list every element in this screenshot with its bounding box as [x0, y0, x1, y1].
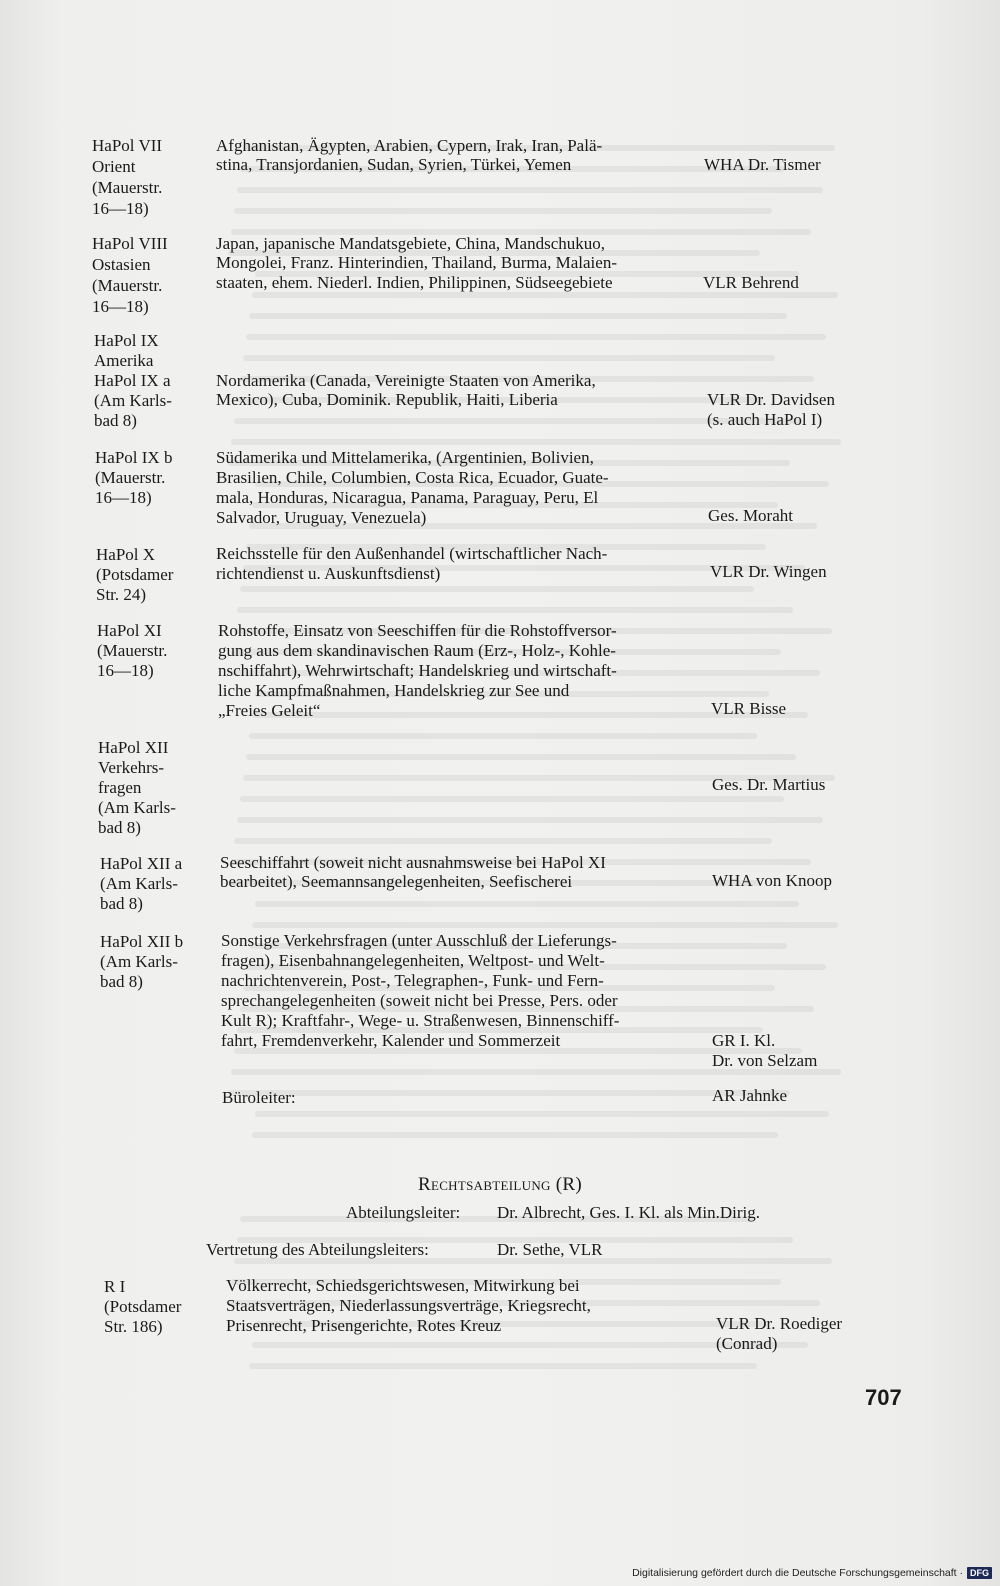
section-code: (Am Karls-: [100, 874, 178, 893]
section-code: HaPol XII a: [100, 854, 183, 873]
section-desc: fahrt, Fremdenverkehr, Kalender und Sommerzeit: [221, 1031, 561, 1050]
section-code: bad 8): [98, 818, 141, 837]
section-code: HaPol IX: [94, 331, 159, 350]
section-desc: „Freies Geleit“: [218, 701, 321, 720]
vertretung-value: Dr. Sethe, VLR: [497, 1240, 603, 1259]
section-desc: Mexico), Cuba, Dominik. Republik, Haiti, Liberia: [216, 390, 558, 409]
section-official: Dr. von Selzam: [712, 1051, 818, 1070]
section-desc: nschiffahrt), Wehrwirtschaft; Handelskrieg und wirtschaft-: [218, 661, 617, 680]
section-code: (Am Karls-: [98, 798, 176, 817]
section-desc: Japan, japanische Mandatsgebiete, China, Mandschukuo,: [216, 234, 606, 253]
dfg-logo: DFG: [967, 1567, 992, 1579]
leiter-value: Dr. Albrecht, Ges. I. Kl. als Min.Dirig.: [497, 1203, 760, 1222]
section-code: HaPol IX a: [94, 371, 171, 390]
section-code: bad 8): [100, 972, 143, 991]
section-desc: staaten, ehem. Niederl. Indien, Philippinen, Südseegebiete: [216, 273, 613, 292]
section-code: fragen: [98, 778, 142, 797]
section-code: HaPol XI: [97, 621, 162, 640]
footer: [632, 1567, 992, 1579]
section-official: VLR Dr. Wingen: [710, 562, 827, 581]
section-code: bad 8): [100, 894, 143, 913]
section-code: R I: [104, 1277, 126, 1296]
section-code: (Am Karls-: [100, 952, 178, 971]
section-desc: Afghanistan, Ägypten, Arabien, Cypern, Irak, Iran, Palä-: [216, 136, 603, 155]
section-code: Orient: [92, 157, 136, 176]
section-official: (Conrad): [716, 1334, 778, 1353]
section-desc: Völkerrecht, Schiedsgerichtswesen, Mitwirkung bei: [226, 1276, 580, 1295]
section-desc: Salvador, Uruguay, Venezuela): [216, 508, 427, 527]
section-code: (Potsdamer: [104, 1297, 182, 1316]
buero-name: AR Jahnke: [712, 1086, 788, 1105]
section-code: HaPol VII: [92, 136, 163, 155]
section-code: 16—18): [92, 199, 149, 218]
section-desc: mala, Honduras, Nicaragua, Panama, Paraguay, Peru, El: [216, 488, 599, 507]
section-desc: Rohstoffe, Einsatz von Seeschiffen für die Rohstoffversor-: [218, 621, 617, 640]
section-code: HaPol VIII: [92, 234, 168, 253]
section-code: (Mauerstr.: [97, 641, 168, 660]
page-number: 707: [865, 1385, 902, 1410]
section-official: Ges. Dr. Martius: [712, 775, 826, 794]
section-code: (Mauerstr.: [92, 276, 163, 295]
section-desc: Nordamerika (Canada, Vereinigte Staaten von Amerika,: [216, 371, 596, 390]
section-official: VLR Dr. Davidsen: [707, 390, 835, 409]
section-desc: richtendienst u. Auskunftsdienst): [216, 564, 441, 583]
section-official: (s. auch HaPol I): [707, 410, 823, 429]
section-official: Ges. Moraht: [708, 506, 793, 525]
section-official: VLR Dr. Roediger: [716, 1314, 843, 1333]
section-desc: Südamerika und Mittelamerika, (Argentinien, Bolivien,: [216, 448, 594, 467]
section-desc: Staatsverträgen, Niederlassungsverträge, Kriegsrecht,: [226, 1296, 591, 1315]
section-code: bad 8): [94, 411, 137, 430]
section-desc: fragen), Eisenbahnangelegenheiten, Weltpost- und Welt-: [221, 951, 605, 970]
section-official: GR I. Kl.: [712, 1031, 776, 1050]
section-heading: Rechtsabteilung (R): [418, 1174, 582, 1195]
section-code: (Am Karls-: [94, 391, 172, 410]
section-code: HaPol IX b: [95, 448, 173, 467]
section-desc: Brasilien, Chile, Columbien, Costa Rica, Ecuador, Guate-: [216, 468, 609, 487]
section-code: Str. 24): [96, 585, 147, 604]
section-desc: liche Kampfmaßnahmen, Handelskrieg zur See und: [218, 681, 570, 700]
section-code: Verkehrs-: [98, 758, 165, 777]
section-code: (Potsdamer: [96, 565, 174, 584]
section-code: Ostasien: [92, 255, 151, 274]
section-official: VLR Behrend: [703, 273, 799, 292]
section-desc: Kult R); Kraftfahr-, Wege- u. Straßenwesen, Binnenschiff-: [221, 1011, 620, 1030]
section-code: 16—18): [95, 488, 152, 507]
section-desc: stina, Transjordanien, Sudan, Syrien, Türkei, Yemen: [216, 155, 572, 174]
buero-label: Büroleiter:: [222, 1088, 296, 1107]
section-desc: nachrichtenverein, Post-, Telegraphen-, Funk- und Fern-: [221, 971, 604, 990]
section-official: WHA Dr. Tismer: [704, 155, 821, 174]
section-desc: Reichsstelle für den Außenhandel (wirtschaftlicher Nach-: [216, 544, 608, 563]
section-code: (Mauerstr.: [95, 468, 166, 487]
section-desc: Prisenrecht, Prisengerichte, Rotes Kreuz: [226, 1316, 502, 1335]
vertretung-label: Vertretung des Abteilungsleiters:: [206, 1240, 429, 1259]
section-official: WHA von Knoop: [712, 871, 832, 890]
section-desc: Mongolei, Franz. Hinterindien, Thailand, Burma, Malaien-: [216, 253, 617, 272]
section-code: Str. 186): [104, 1317, 163, 1336]
section-desc: gung aus dem skandinavischen Raum (Erz-, Holz-, Kohle-: [218, 641, 616, 660]
section-desc: sprechangelegenheiten (soweit nicht bei Presse, Pers. oder: [221, 991, 618, 1010]
leiter-label: Abteilungsleiter:: [346, 1203, 461, 1222]
section-desc: Sonstige Verkehrsfragen (unter Ausschluß der Lieferungs-: [221, 931, 617, 950]
section-code: HaPol XII b: [100, 932, 184, 951]
section-desc: Seeschiffahrt (soweit nicht ausnahmsweise bei HaPol XI: [220, 853, 606, 872]
section-code: Amerika: [94, 351, 154, 370]
section-code: (Mauerstr.: [92, 178, 163, 197]
section-desc: bearbeitet), Seemannsangelegenheiten, Seefischerei: [220, 872, 573, 891]
section-code: HaPol X: [96, 545, 156, 564]
section-official: VLR Bisse: [711, 699, 787, 718]
section-code: 16—18): [92, 297, 149, 316]
footer-text: Digitalisierung gefördert durch die Deutsche Forschungsgemeinschaft ·: [632, 1567, 963, 1579]
section-code: 16—18): [97, 661, 154, 680]
section-code: HaPol XII: [98, 738, 169, 757]
